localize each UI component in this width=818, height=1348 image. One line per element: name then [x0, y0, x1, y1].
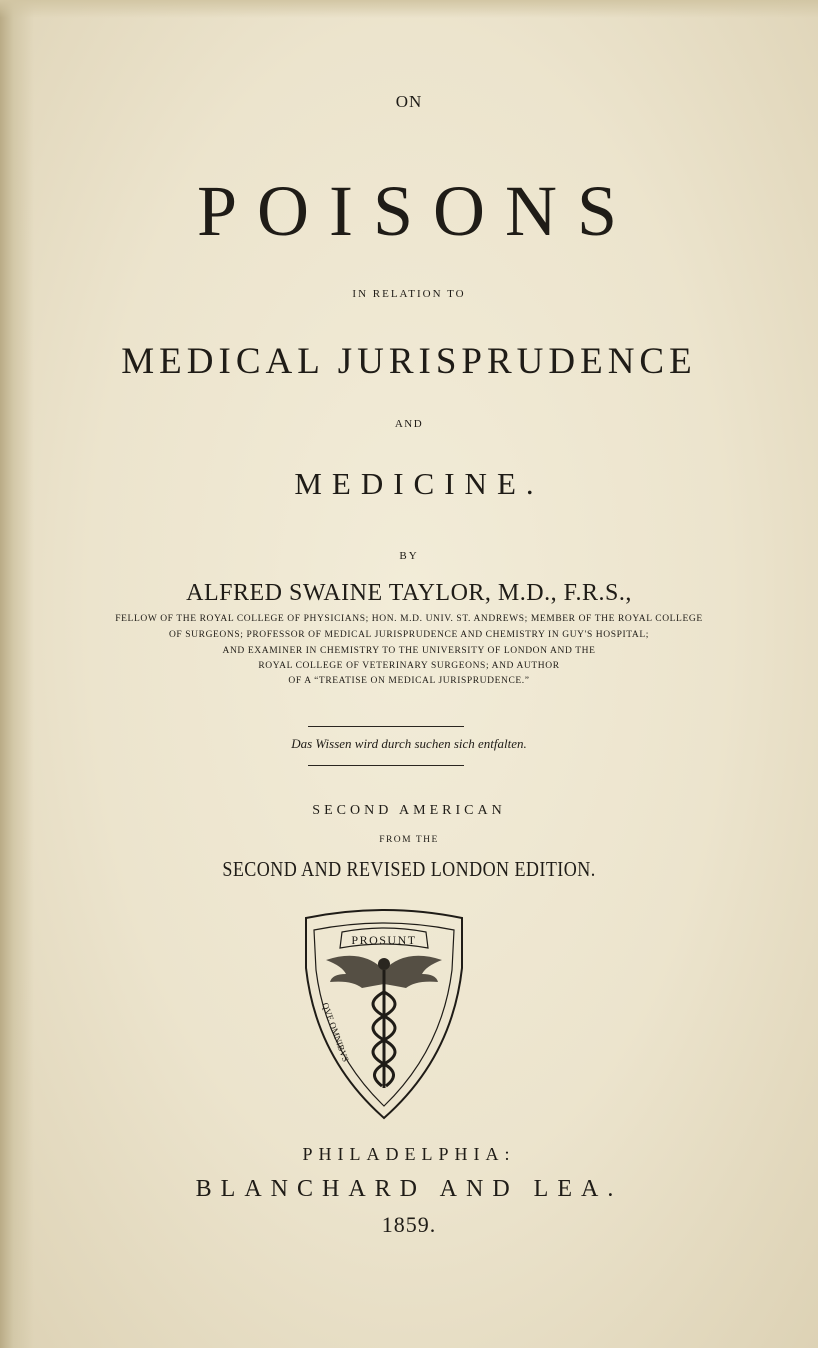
title-on: ON — [395, 92, 423, 111]
divider-rule — [308, 726, 464, 727]
emblem-side-text: QVE OMNIBVS — [320, 1001, 351, 1064]
edition-line: SECOND AMERICAN — [312, 803, 506, 818]
motto: Das Wissen wird durch suchen sich entfalten. — [291, 736, 527, 751]
imprint-city: PHILADELPHIA: — [302, 1144, 516, 1164]
page-top-shadow — [0, 0, 818, 18]
imprint-year: 1859. — [381, 1212, 437, 1237]
in-relation-to: IN RELATION TO — [352, 288, 466, 300]
imprint-publisher: BLANCHARD AND LEA. — [195, 1176, 623, 1202]
author-name: ALFRED SWAINE TAYLOR, M.D., F.R.S., — [186, 580, 632, 606]
author-credentials-line: OF SURGEONS; PROFESSOR OF MEDICAL JURISPRUDENCE AND CHEMISTRY IN GUY'S HOSPITAL; — [168, 630, 650, 640]
emblem-banner-text: PROSUNT — [351, 933, 417, 947]
caduceus-shield-icon — [302, 908, 466, 1122]
subject-medicine: MEDICINE. — [294, 466, 544, 501]
by-line: BY — [399, 550, 419, 562]
author-credentials-line: FELLOW OF THE ROYAL COLLEGE OF PHYSICIANS; HON. M.D. UNIV. ST. ANDREWS; MEMBER OF THE ROYAL COLLEGE — [115, 614, 703, 624]
conjunction-and: AND — [394, 418, 424, 430]
main-title: POISONS — [196, 171, 638, 251]
author-credentials-line: OF A “TREATISE ON MEDICAL JURISPRUDENCE.” — [288, 676, 530, 686]
author-credentials-line: ROYAL COLLEGE OF VETERINARY SURGEONS; AND AUTHOR — [258, 661, 560, 671]
edition-description: SECOND AND REVISED LONDON EDITION. — [222, 857, 596, 881]
author-credentials-line: AND EXAMINER IN CHEMISTRY TO THE UNIVERSITY OF LONDON AND THE — [222, 646, 596, 656]
subject-medical-jurisprudence: MEDICAL JURISPRUDENCE — [121, 341, 697, 382]
divider-rule — [308, 765, 464, 766]
edition-from: FROM THE — [379, 835, 439, 845]
